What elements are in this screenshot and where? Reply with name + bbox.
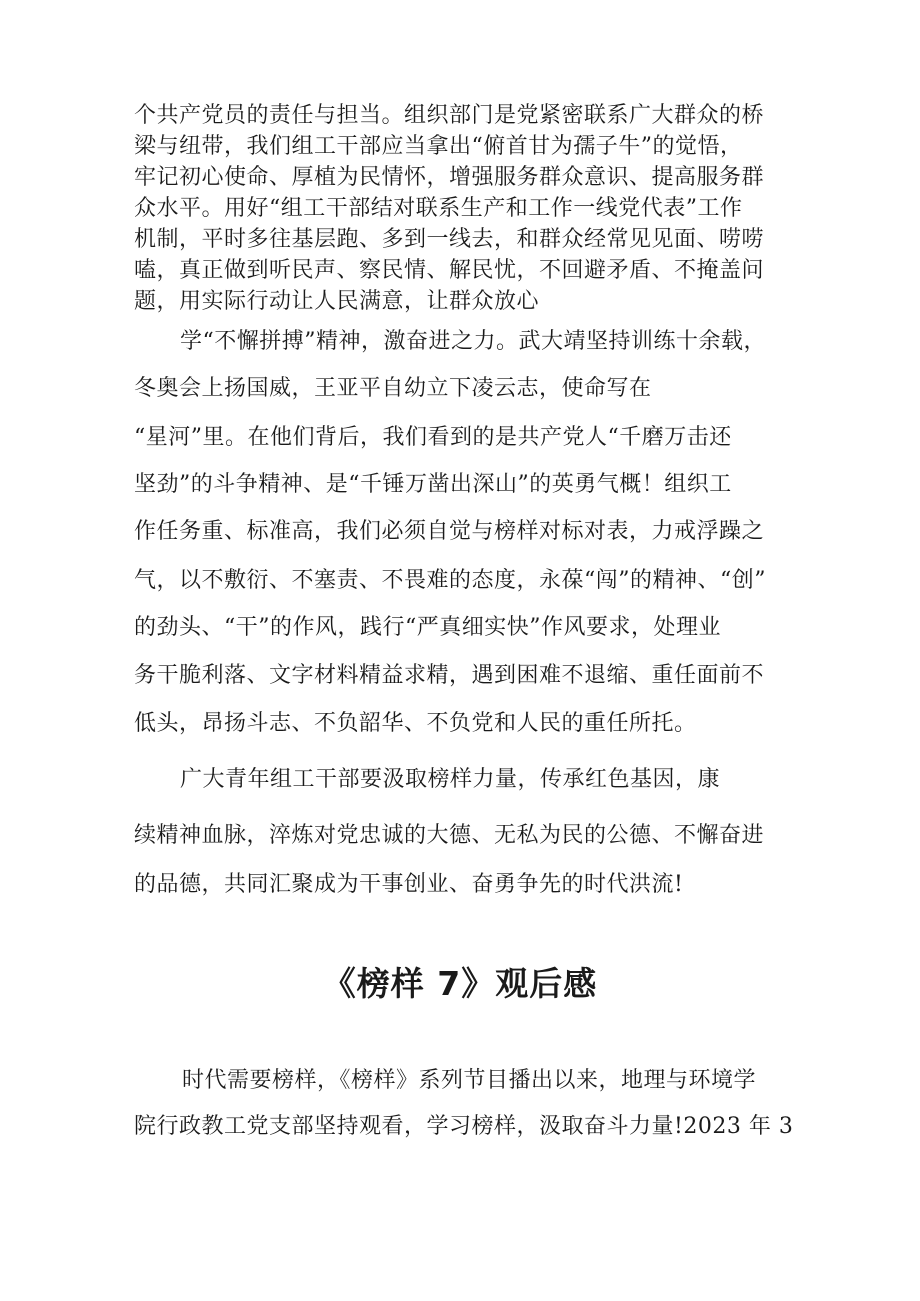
paragraph-line: 嗑，真正做到听民声、察民情、解民忧，不回避矛盾、不掩盖问: [134, 258, 765, 283]
paragraph-line: 低头，昂扬斗志、不负韶华、不负党和人民的重任所托。: [134, 711, 697, 736]
paragraph-line: 的劲头、“干”的作风，践行“严真细实快”作风要求，处理业: [134, 615, 721, 640]
paragraph-line: 作任务重、标准高，我们必须自觉与榜样对标对表，力戒浮躁之: [134, 519, 765, 544]
paragraph-line: 气，以不敷衍、不塞责、不畏难的态度，永葆“闯”的精神、“创”: [134, 568, 766, 593]
paragraph-line: 众水平。用好“组工干部结对联系生产和工作一线党代表”工作: [134, 196, 743, 221]
paragraph-line: 广大青年组工干部要汲取榜样力量，传承红色基因，康: [180, 767, 721, 792]
paragraph-line: 机制，平时多往基层跑、多到一线去，和群众经常见见面、唠唠: [134, 227, 765, 252]
paragraph-line: 题，用实际行动让人民满意，让群众放心: [134, 289, 540, 314]
paragraph-line: 坚劲”的斗争精神、是“千锤万凿出深山”的英勇气概！组织工: [134, 472, 732, 497]
paragraph-line: 续精神血脉，淬炼对党忠诚的大德、无私为民的公德、不懈奋进: [134, 823, 765, 848]
paragraph-line: “星河”里。在他们背后，我们看到的是共产党人“千磨万击还: [134, 425, 732, 450]
section-title: 《榜样 7》观后感: [322, 964, 598, 1003]
paragraph-line: 务干脆利落、文字材料精益求精，遇到困难不退缩、重任面前不: [134, 663, 765, 688]
paragraph-line: 时代需要榜样，《榜样》系列节目播出以来，地理与环境学: [182, 1068, 757, 1093]
paragraph-line: 院行政教工党支部坚持观看，学习榜样，汲取奋斗力量!2023 年 3: [134, 1114, 794, 1139]
paragraph-line: 个共产党员的责任与担当。组织部门是党紧密联系广大群众的桥: [134, 103, 765, 128]
paragraph-line: 学“不懈拼搏”精神，激奋进之力。武大靖坚持训练十余载，: [180, 329, 766, 354]
paragraph-line: 牢记初心使命、厚植为民情怀，增强服务群众意识、提高服务群: [134, 165, 765, 190]
paragraph-line: 冬奥会上扬国威，王亚平自幼立下凌云志，使命写在: [134, 376, 652, 401]
paragraph-line: 梁与纽带，我们组工干部应当拿出“俯首甘为孺子牛”的觉悟，: [134, 134, 743, 159]
paragraph-line: 的品德，共同汇聚成为干事创业、奋勇争先的时代洪流!: [134, 872, 684, 897]
